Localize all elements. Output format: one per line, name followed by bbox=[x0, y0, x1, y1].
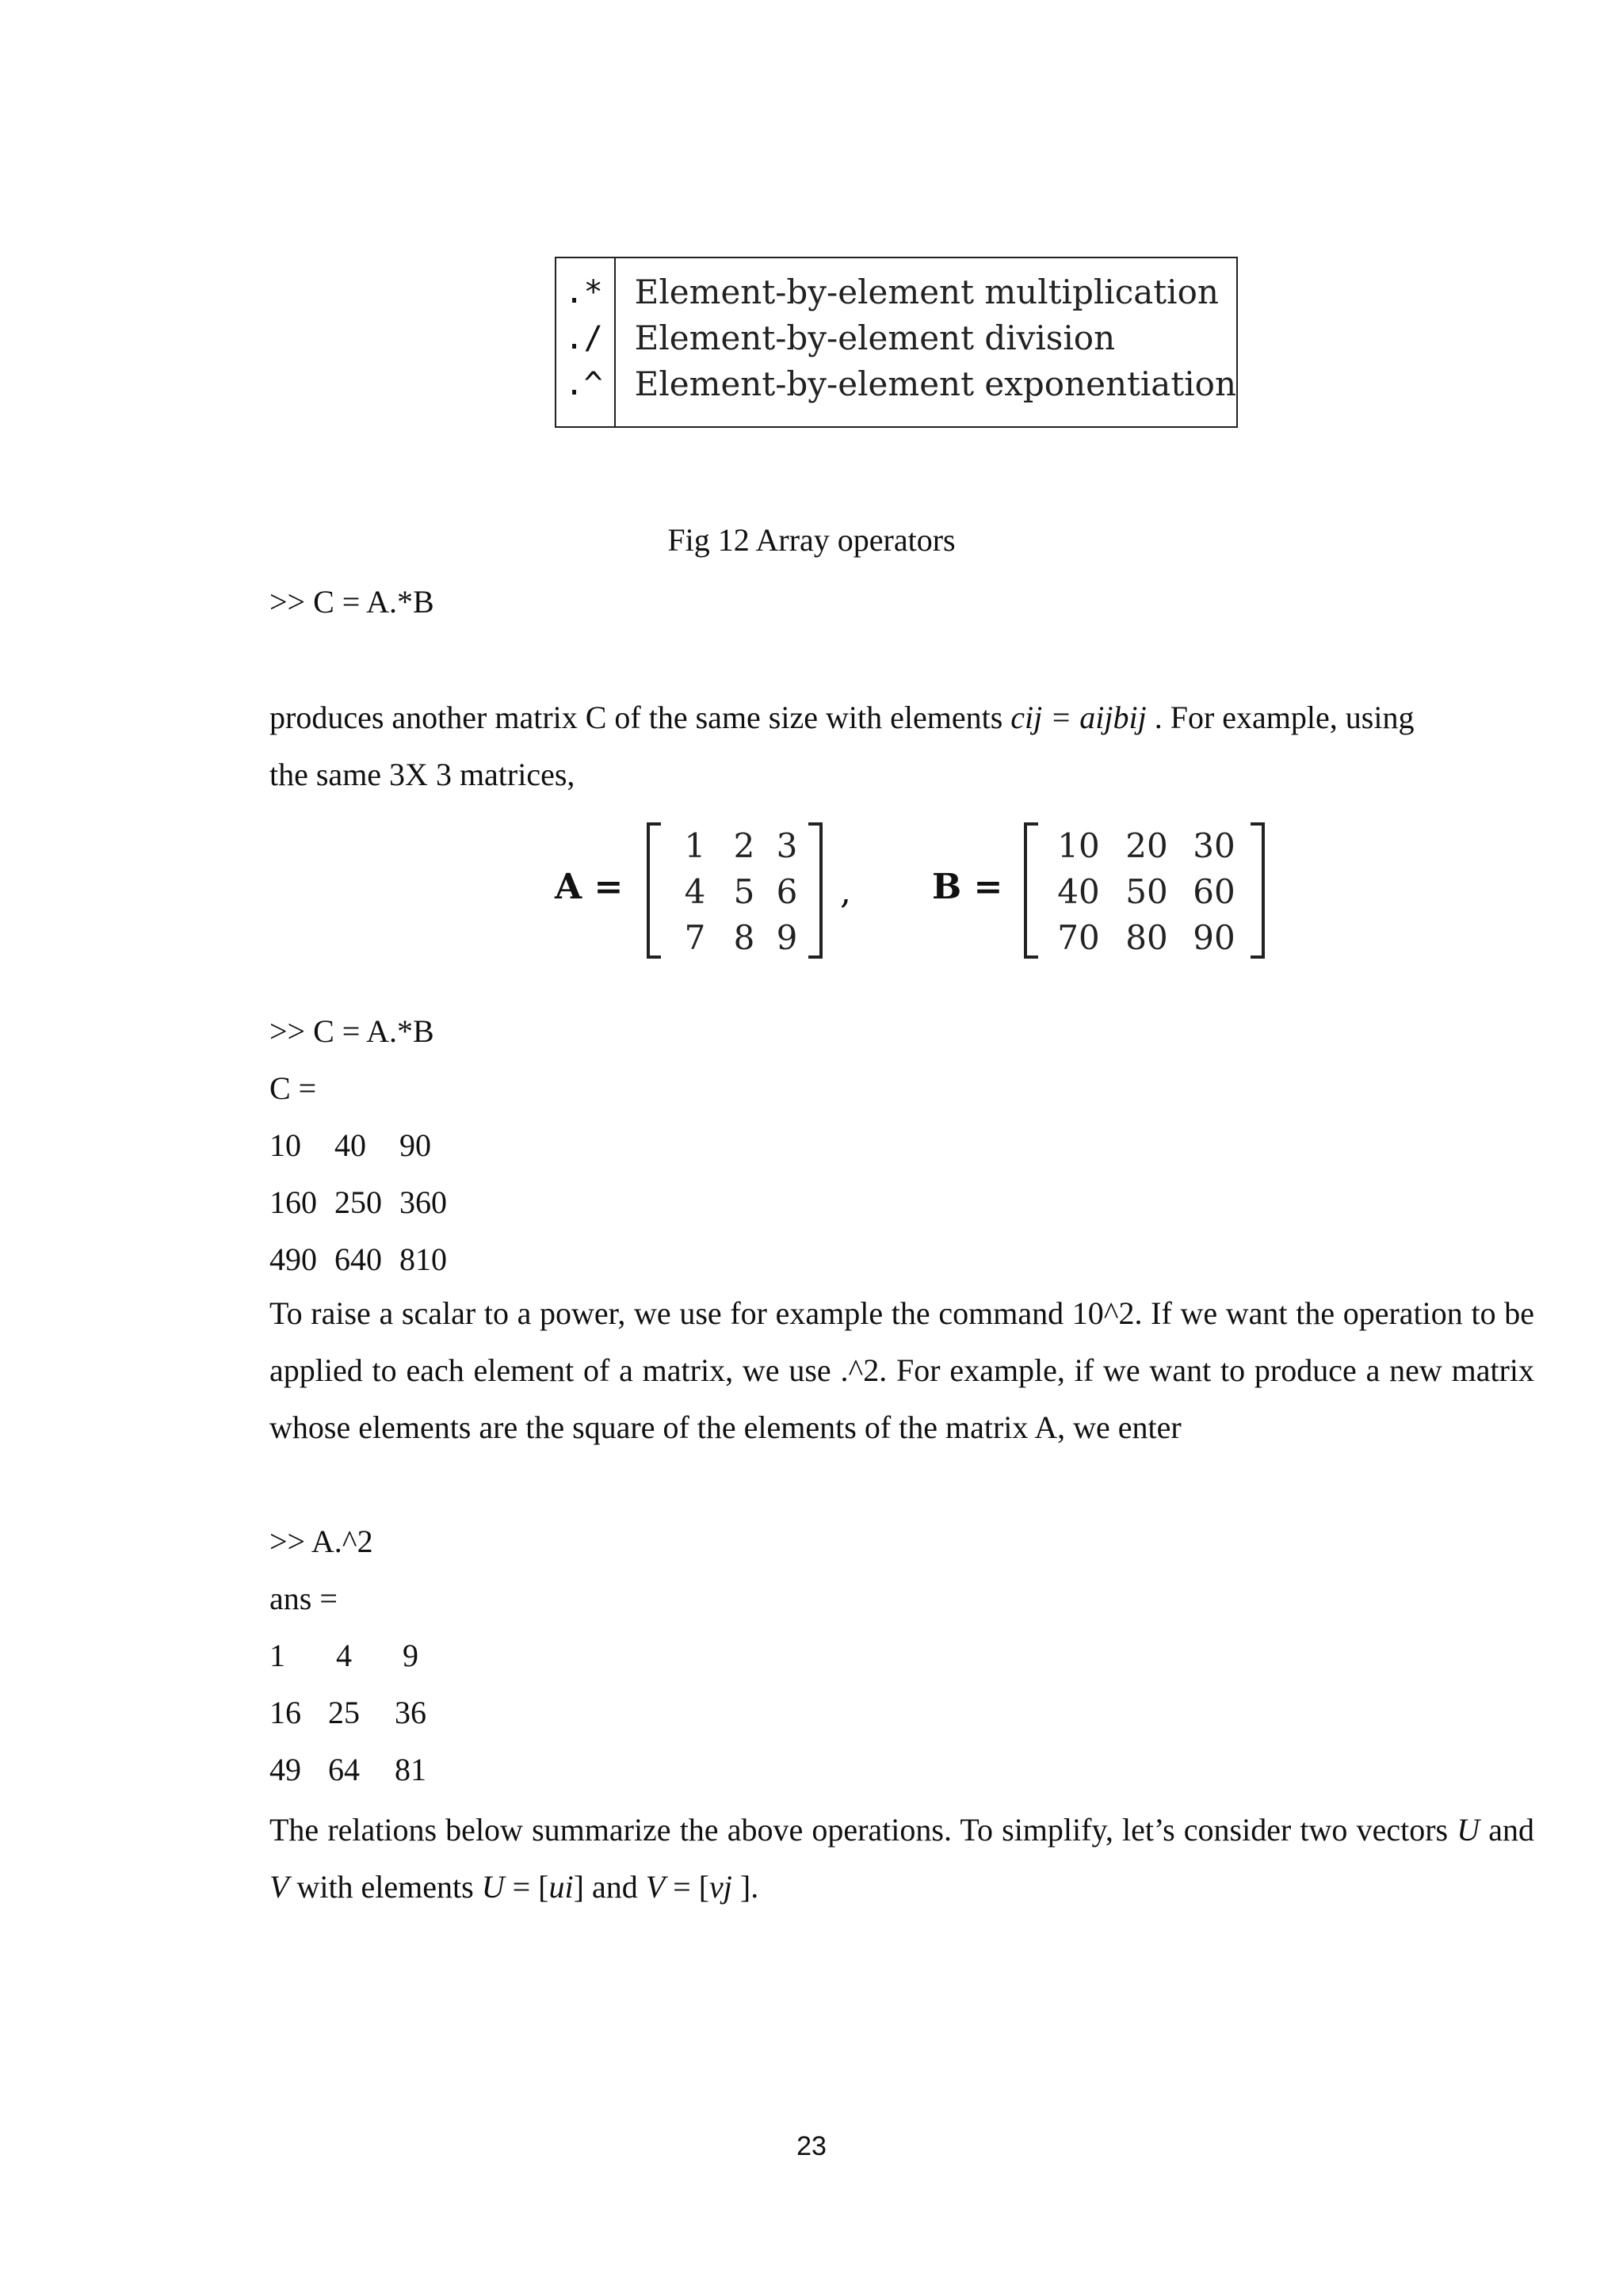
output-cell: 250 bbox=[334, 1184, 382, 1220]
matrix-separator: , bbox=[840, 871, 851, 912]
output-cell: 36 bbox=[395, 1695, 426, 1730]
matrix-a bbox=[670, 826, 805, 959]
output-row bbox=[269, 1127, 431, 1165]
output-row bbox=[269, 1751, 426, 1789]
paragraph-text: = [ bbox=[665, 1869, 710, 1905]
matrix-a-cell: 7 bbox=[684, 918, 706, 957]
output-cell: 25 bbox=[328, 1695, 360, 1730]
matrix-a-cell: 1 bbox=[684, 826, 706, 865]
matrix-a-cell: 5 bbox=[733, 872, 755, 911]
matrix-a-cell: 4 bbox=[684, 872, 706, 911]
output-row bbox=[269, 1637, 418, 1675]
command-line: >> A.^2 bbox=[269, 1524, 373, 1559]
matrix-b-cell: 80 bbox=[1125, 918, 1168, 957]
paragraph-power: To raise a scalar to a power, we use for example the command 10^2. If we want the operation to be applied to each element of a matrix, we use .^2. For example, if we want to produce a new matrix whose elements are the square of the elements of the matrix A, we enter bbox=[269, 1295, 1534, 1445]
matrix-b-right-bracket bbox=[1251, 822, 1265, 959]
element-vj: vj bbox=[709, 1869, 732, 1905]
output-cell: 360 bbox=[399, 1184, 447, 1220]
output-label: C = bbox=[269, 1070, 317, 1106]
paragraph-text: ]. bbox=[731, 1869, 759, 1905]
matrix-b-cell: 70 bbox=[1057, 918, 1100, 957]
matrix-b-cell: 40 bbox=[1057, 872, 1100, 911]
output-cell: 9 bbox=[403, 1638, 418, 1673]
output-cell: 4 bbox=[336, 1638, 352, 1673]
matrix-a-right-bracket bbox=[808, 822, 823, 959]
output-cell: 40 bbox=[334, 1127, 366, 1163]
operator-description: Element-by-element multiplication bbox=[634, 273, 1219, 311]
matrix-b-cell: 20 bbox=[1125, 826, 1168, 865]
matrix-b-cell: 90 bbox=[1193, 918, 1235, 957]
matrix-b-cell: 50 bbox=[1125, 872, 1168, 911]
output-cell: 81 bbox=[395, 1752, 426, 1787]
paragraph-text: and bbox=[1488, 1812, 1535, 1848]
operator-symbol-column bbox=[556, 258, 616, 426]
output-row bbox=[269, 1694, 426, 1732]
matrix-b-label: B = bbox=[932, 867, 1003, 907]
matrix-a-cell: 9 bbox=[776, 918, 798, 957]
output-cell: 90 bbox=[399, 1127, 431, 1163]
output-cell: 640 bbox=[334, 1241, 382, 1277]
formula-cij: cij = aijbij bbox=[1010, 700, 1147, 735]
output-cell: 490 bbox=[269, 1241, 317, 1277]
matrix-a-label: A = bbox=[555, 867, 624, 907]
output-cell: 810 bbox=[399, 1241, 447, 1277]
output-row bbox=[269, 1184, 447, 1222]
output-cell: 49 bbox=[269, 1752, 301, 1787]
matrix-b-cell: 10 bbox=[1057, 826, 1100, 865]
page-number: 23 bbox=[796, 2131, 827, 2161]
vector-u: U bbox=[1457, 1812, 1480, 1848]
array-operators-table bbox=[555, 257, 1238, 428]
paragraph-vectors bbox=[269, 1802, 1534, 1916]
figure-caption: Fig 12 Array operators bbox=[667, 522, 956, 558]
paragraph-text: The relations below summarize the above operations. To simplify, let’s consider two vectors bbox=[269, 1812, 1457, 1848]
output-cell: 1 bbox=[269, 1638, 285, 1673]
matrix-b-cell: 30 bbox=[1193, 826, 1235, 865]
paragraph-text: = [ bbox=[504, 1869, 549, 1905]
output-cell: 64 bbox=[328, 1752, 360, 1787]
element-ui: ui bbox=[548, 1869, 574, 1905]
paragraph-text: with elements bbox=[288, 1869, 482, 1905]
paragraph-text: the same 3X 3 matrices, bbox=[269, 757, 575, 792]
operator-symbol: ./ bbox=[564, 320, 603, 357]
matrix-b-left-bracket bbox=[1024, 822, 1038, 959]
command-line: >> C = A.*B bbox=[269, 1013, 434, 1049]
matrix-a-left-bracket bbox=[647, 822, 661, 959]
vector-v: V bbox=[645, 1869, 666, 1905]
vector-u: U bbox=[481, 1869, 505, 1905]
output-cell: 16 bbox=[269, 1695, 301, 1730]
output-label: ans = bbox=[269, 1581, 338, 1616]
paragraph-text: ] and bbox=[573, 1869, 646, 1905]
output-row bbox=[269, 1241, 447, 1279]
operator-symbol: .^ bbox=[564, 366, 603, 402]
output-cell: 10 bbox=[269, 1127, 301, 1163]
command-line: >> C = A.*B bbox=[269, 584, 434, 620]
paragraph-text: . For example, using bbox=[1146, 700, 1415, 735]
matrix-a-cell: 3 bbox=[776, 826, 798, 865]
operator-description-column bbox=[616, 258, 1236, 426]
matrix-a-cell: 2 bbox=[733, 826, 755, 865]
matrix-b bbox=[1044, 826, 1247, 959]
matrix-a-cell: 8 bbox=[733, 918, 755, 957]
vector-v: V bbox=[269, 1869, 289, 1905]
operator-description: Element-by-element exponentiation bbox=[634, 364, 1236, 403]
output-cell: 160 bbox=[269, 1184, 317, 1220]
paragraph-text: produces another matrix C of the same size with elements bbox=[269, 700, 1011, 735]
matrix-b-cell: 60 bbox=[1193, 872, 1235, 911]
operator-description: Element-by-element division bbox=[634, 318, 1116, 357]
matrix-a-cell: 6 bbox=[776, 872, 798, 911]
paragraph-elementwise bbox=[269, 689, 1534, 803]
operator-symbol: .* bbox=[564, 274, 603, 311]
